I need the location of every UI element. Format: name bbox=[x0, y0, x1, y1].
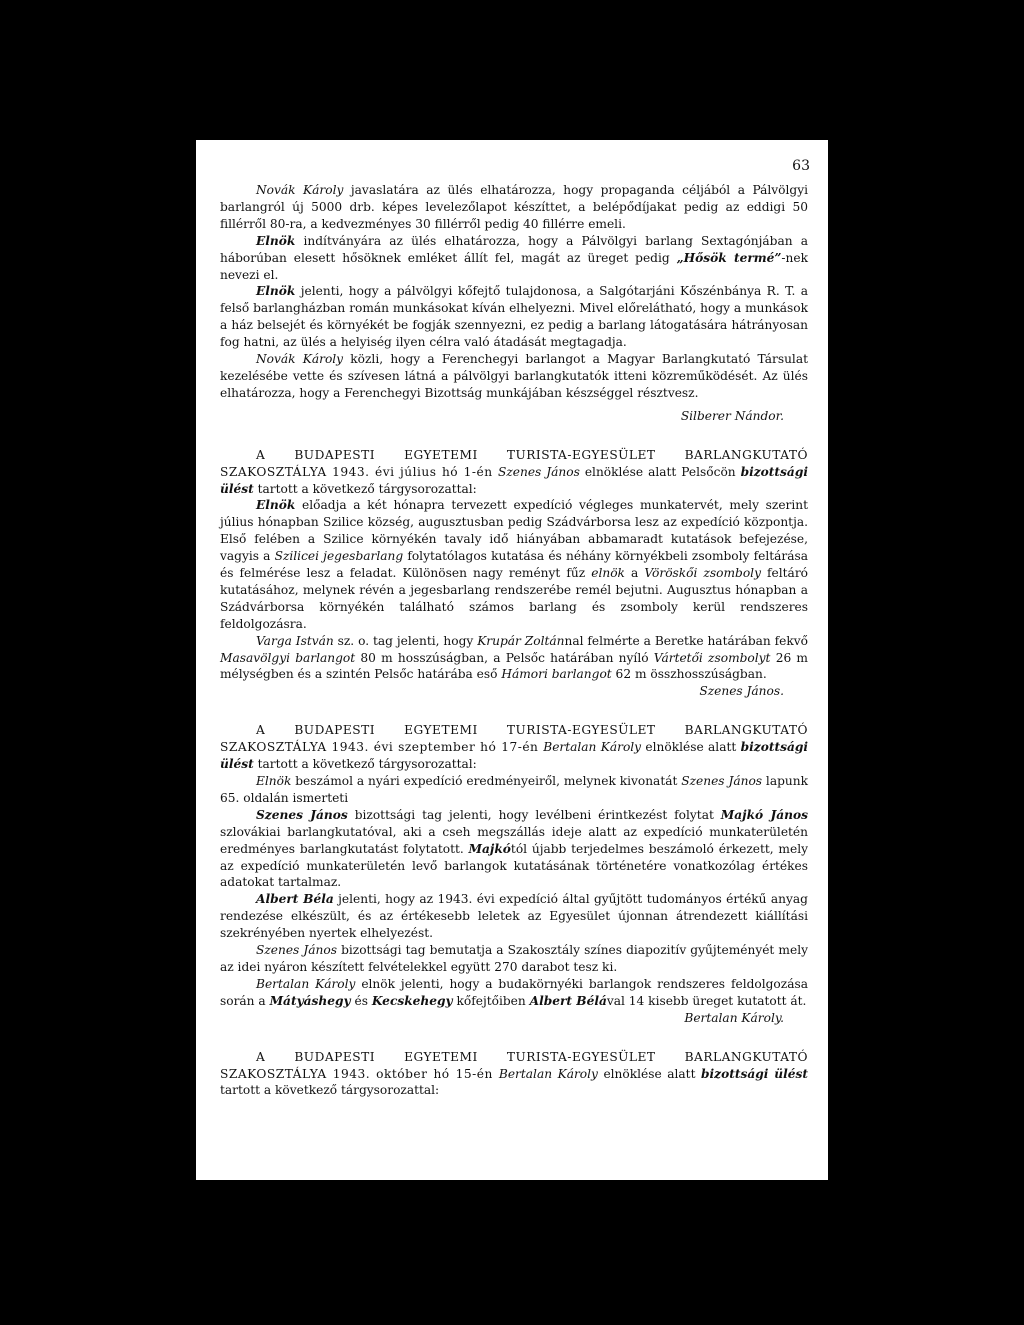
heading-paragraph: A BUDAPESTI EGYETEMI TURISTA-EGYESÜLET BARLANGKUTATÓ SZAKOSZTÁLYA 1943. évi szeptember hó 17-én Bertalan Károly elnöklése alatt bizottsági ülést tartott a következő tárgysorozattal: bbox=[220, 723, 808, 772]
meeting-type: bizottsági ülést bbox=[220, 464, 808, 496]
paragraph: Elnök előadja a két hónapra tervezett expedíció végleges munkatervét, mely szerint július hónapban Szilice község, augusztusban pedig Szádvárborsa lesz az expedíció központja. Első felében a Szilice környékén tavaly idő hiányában abbamaradt kutatások befejezése, vagyis a Szilicei jegesbarlang folytatólagos kutatása és néhány környékbeli zsomboly feltárása és felmérése lesz a feladat. Különösen nagy reményt fűz elnök a Vöröskői zsomboly feltáró kutatásához, melynek révén a jegesbarlang rendszerébe remél bejutni. Augusztus hónapban a Szádvárborsa környékén található számos barlang és zsomboly kerül rendszeres feldolgozásra. bbox=[220, 498, 808, 631]
page-number: 63 bbox=[792, 158, 810, 174]
document-page bbox=[196, 140, 828, 1180]
signature: Silberer Nándor. bbox=[680, 408, 784, 423]
place-name: Masavölgyi barlangot bbox=[220, 650, 356, 665]
person-name: Szenes János bbox=[681, 774, 763, 788]
chair-name: Bertalan Károly bbox=[498, 1066, 598, 1081]
place-name: Vöröskői zsomboly bbox=[644, 566, 761, 581]
person-name: Elnök bbox=[256, 233, 296, 248]
term: „Hősök termé” bbox=[676, 250, 782, 265]
person-name: Albert Béla bbox=[256, 892, 334, 907]
person-name: Elnök bbox=[256, 284, 296, 299]
place-name: Mátyáshegy bbox=[269, 993, 351, 1008]
signature: Bertalan Károly. bbox=[684, 1010, 784, 1025]
paragraph: Albert Béla jelenti, hogy az 1943. évi expedíció által gyűjtött tudományos értékű anyag rendezése elkészült, és az értékesebb leletek az Egyesület újonnan átrendezett kiállítási szekrényében nyertek elhelyezést. bbox=[220, 892, 808, 941]
paragraph: Varga István sz. o. tag jelenti, hogy Krupár Zoltánnal felmérte a Beretke határában fekvő Masavölgyi barlangot 80 m hosszúságban, a Pelsőc határában nyíló Vártetői zsombolyt 26 m mélységben és a szintén Pelsőc határába eső Hámori barlangot 62 m összhosszúságban. bbox=[220, 633, 808, 682]
person-name: Novák Károly bbox=[256, 183, 344, 197]
paragraph: Bertalan Károly elnök jelenti, hogy a budakörnyéki barlangok rendszeres feldolgozása során a Mátyáshegy és Kecskehegy kőfejtőiben Albert Bélával 14 kisebb üreget kutatott át. bbox=[220, 976, 808, 1008]
paragraph: Novák Károly javaslatára az ülés elhatározza, hogy propaganda céljából a Pálvölgyi barlangról új 5000 drb. képes levelezőlapot készíttet, a belépődíjakat pedig az eddigi 50 fillérről 80-ra, a kedvezményes 30 fillérről pedig 40 fillérre emeli. bbox=[220, 183, 808, 231]
meeting-type: bizottsági ülést bbox=[701, 1066, 809, 1081]
meeting-type: bizottsági ülést bbox=[220, 740, 808, 772]
paragraph: Szenes János bizottsági tag bemutatja a Szakosztály színes diapozitív gyűjteményét mely az idei nyáron készített felvételekkel együtt 270 darabot tesz ki. bbox=[220, 943, 808, 974]
section-heading bbox=[220, 1049, 808, 1100]
person-name: elnök bbox=[591, 566, 625, 581]
person-name: Szenes János bbox=[256, 943, 337, 958]
section-heading bbox=[220, 447, 808, 498]
paragraph: Szenes János bizottsági tag jelenti, hogy levélbeni érintkezést folytat Majkó János szlovákiai barlangkutatóval, aki a cseh megszállás ideje alatt az expedíció munkaterületén eredményes barlangkutatást folytatott. Majkótól újabb terjedelmes beszámoló érkezett, mely az expedíció munkaterületén levő barlangok kutatásának történetére vonatkozólag értékes adatokat tartalmaz. bbox=[220, 807, 808, 890]
place-name: Hámori barlangot bbox=[501, 667, 612, 682]
person-name: Varga István bbox=[256, 633, 334, 648]
place-name: Vártetői zsombolyt bbox=[653, 650, 771, 665]
signature: Szenes János. bbox=[699, 684, 784, 699]
chair-name: Bertalan Károly bbox=[543, 740, 642, 755]
place-name: Szilicei jegesbarlang bbox=[274, 549, 404, 564]
person-name: Szenes János bbox=[256, 807, 348, 822]
person-name: Bertalan Károly bbox=[256, 976, 356, 991]
chair-name: Szenes János bbox=[498, 464, 580, 479]
page-content bbox=[220, 182, 808, 1099]
paragraph: Elnök indítványára az ülés elhatározza, hogy a Pálvölgyi barlang Sextagónjában a háborúban elesett hősöknek emléket állít fel, magát az üreget pedig „Hősök termé”-nek nevezi el. bbox=[220, 233, 808, 282]
heading-paragraph: A BUDAPESTI EGYETEMI TURISTA-EGYESÜLET BARLANGKUTATÓ SZAKOSZTÁLYA 1943. október hó 15-én Bertalan Károly elnöklése alatt bizottsági ülést tartott a következő tárgysorozattal: bbox=[220, 1049, 809, 1098]
section-heading bbox=[220, 722, 808, 773]
heading-paragraph: A BUDAPESTI EGYETEMI TURISTA-EGYESÜLET BARLANGKUTATÓ SZAKOSZTÁLYA 1943. évi július hó 1-én Szenes János elnöklése alatt Pelsőcön bizottsági ülést tartott a következő tárgysorozattal: bbox=[220, 447, 808, 496]
person-name: Krupár Zoltán bbox=[477, 633, 565, 648]
place-name: Kecskehegy bbox=[371, 993, 453, 1008]
paragraph: Elnök jelenti, hogy a pálvölgyi kőfejtő tulajdonosa, a Salgótarjáni Kőszénbánya R. T. a felső barlangházban román munkásokat kíván elhelyezni. Mivel előrelátható, hogy a munkások a ház belsejét és környékét be fogják szennyezni, ez pedig a barlang látogatására hátrányosan fog hatni, az ülés a helyiség ilyen célra való átadását megtagadja. bbox=[220, 284, 808, 350]
person-name: Novák Károly bbox=[256, 352, 344, 367]
person-name: Majkó János bbox=[720, 807, 808, 822]
person-name: Albert Bélá bbox=[529, 993, 607, 1008]
person-name: Elnök bbox=[256, 498, 296, 513]
paragraph: Novák Károly közli, hogy a Ferenchegyi barlangot a Magyar Barlangkutató Társulat kezelésébe vette és szívesen látná a pálvölgyi barlangkutatók itteni közreműködését. Az ülés elhatározza, hogy a Ferenchegyi Bizottság munkájában készséggel résztvesz. bbox=[220, 352, 808, 400]
person-name: Elnök bbox=[256, 774, 292, 788]
person-name: Majkó bbox=[468, 841, 511, 856]
paragraph: Elnök beszámol a nyári expedíció eredményeiről, melynek kivonatát Szenes János lapunk 65. oldalán ismerteti bbox=[220, 774, 808, 805]
